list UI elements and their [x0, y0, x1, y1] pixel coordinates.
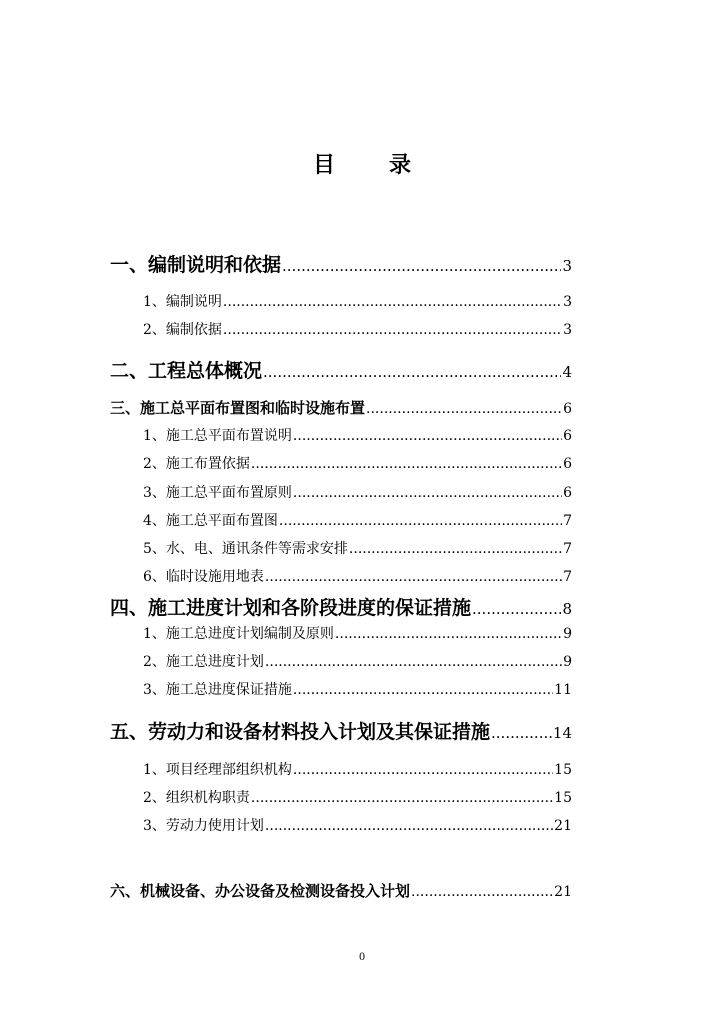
toc-page-number: 15 — [554, 790, 572, 806]
toc-entry-section-1[interactable] — [110, 250, 572, 277]
toc-page-number: 11 — [554, 682, 572, 698]
toc-leader-dots — [265, 818, 553, 834]
toc-page-number: 6 — [563, 456, 572, 472]
toc-label: 五、劳动力和设备材料投入计划及其保证措施 — [110, 721, 491, 743]
toc-entry-1-1[interactable] — [143, 291, 572, 311]
toc-entry-1-2[interactable] — [143, 319, 572, 339]
toc-leader-dots — [293, 682, 553, 698]
title-char-2: 录 — [389, 152, 412, 178]
title-char-1: 目 — [312, 152, 335, 178]
toc-label: 二、工程总体概况 — [110, 360, 263, 382]
toc-leader-dots — [293, 428, 562, 444]
toc-entry-3-3[interactable] — [143, 482, 572, 502]
toc-label: 2、施工布置依据 — [143, 456, 250, 472]
toc-leader-dots — [251, 456, 562, 472]
toc-label: 6、临时设施用地表 — [143, 569, 264, 585]
toc-leader-dots — [223, 294, 562, 310]
toc-label: 5、水、电、通讯条件等需求安排 — [143, 541, 348, 557]
toc-leader-dots — [472, 600, 561, 618]
toc-page-number: 3 — [563, 294, 572, 310]
toc-label: 1、施工总进度计划编制及原则 — [143, 626, 334, 642]
toc-entry-section-5[interactable] — [110, 717, 572, 744]
toc-entry-3-1[interactable] — [143, 425, 572, 445]
toc-entry-3-4[interactable] — [143, 510, 572, 530]
toc-entry-5-1[interactable] — [143, 759, 572, 779]
toc-leader-dots — [282, 257, 561, 275]
toc-page-number: 7 — [563, 513, 572, 529]
toc-entry-section-2[interactable] — [110, 356, 572, 383]
toc-label: 四、施工进度计划和各阶段进度的保证措施 — [110, 597, 472, 619]
toc-page-number: 9 — [563, 654, 572, 670]
toc-leader-dots — [335, 626, 562, 642]
toc-entry-5-3[interactable] — [143, 815, 572, 835]
toc-label: 2、组织机构职责 — [143, 790, 250, 806]
toc-leader-dots — [265, 569, 562, 585]
toc-page-number: 7 — [563, 541, 572, 557]
toc-page-number: 14 — [552, 724, 572, 742]
toc-page-number: 8 — [562, 600, 572, 618]
toc-leader-dots — [265, 654, 562, 670]
toc-leader-dots — [293, 762, 553, 778]
toc-leader-dots — [251, 790, 553, 806]
toc-label: 3、劳动力使用计划 — [143, 818, 264, 834]
toc-leader-dots — [349, 541, 562, 557]
toc-label: 1、施工总平面布置说明 — [143, 428, 292, 444]
toc-leader-dots — [293, 485, 562, 501]
page-title — [0, 148, 724, 179]
toc-page-number: 15 — [554, 762, 572, 778]
toc-entry-3-2[interactable] — [143, 453, 572, 473]
toc-label: 1、编制说明 — [143, 294, 222, 310]
toc-entry-section-4[interactable] — [110, 593, 572, 620]
toc-entry-5-2[interactable] — [143, 787, 572, 807]
toc-label: 三、施工总平面布置图和临时设施布置 — [110, 399, 366, 417]
toc-page-number: 6 — [563, 428, 572, 444]
toc-label: 1、项目经理部组织机构 — [143, 762, 292, 778]
toc-label: 2、编制依据 — [143, 322, 222, 338]
toc-label: 2、施工总进度计划 — [143, 654, 264, 670]
toc-label: 3、施工总平面布置原则 — [143, 485, 292, 501]
toc-entry-4-3[interactable] — [143, 679, 572, 699]
toc-page-number: 9 — [563, 626, 572, 642]
toc-entry-section-3[interactable] — [110, 397, 572, 418]
toc-label: 4、施工总平面布置图 — [143, 513, 278, 529]
toc-page-number: 7 — [563, 569, 572, 585]
toc-entry-3-5[interactable] — [143, 538, 572, 558]
toc-entry-3-6[interactable] — [143, 566, 572, 586]
toc-page-number: 3 — [563, 322, 572, 338]
toc-entry-4-1[interactable] — [143, 623, 572, 643]
toc-leader-dots — [279, 513, 562, 529]
toc-leader-dots — [411, 884, 553, 900]
toc-label: 六、机械设备、办公设备及检测设备投入计划 — [110, 882, 411, 900]
toc-page-number: 6 — [563, 485, 572, 501]
toc-leader-dots — [366, 401, 562, 417]
footer-page-number: 0 — [358, 952, 366, 963]
toc-page-number: 21 — [554, 884, 572, 900]
toc-page-number: 4 — [562, 363, 572, 381]
toc-page-number: 6 — [563, 401, 572, 417]
toc-entry-section-6[interactable] — [110, 880, 572, 901]
toc-page-number: 21 — [554, 818, 572, 834]
toc-entry-4-2[interactable] — [143, 651, 572, 671]
toc-leader-dots — [263, 363, 561, 381]
toc-leader-dots — [223, 322, 562, 338]
toc-label: 一、编制说明和依据 — [110, 254, 282, 276]
toc-label: 3、施工总进度保证措施 — [143, 682, 292, 698]
toc-page-number: 3 — [562, 257, 572, 275]
toc-leader-dots — [491, 724, 552, 742]
